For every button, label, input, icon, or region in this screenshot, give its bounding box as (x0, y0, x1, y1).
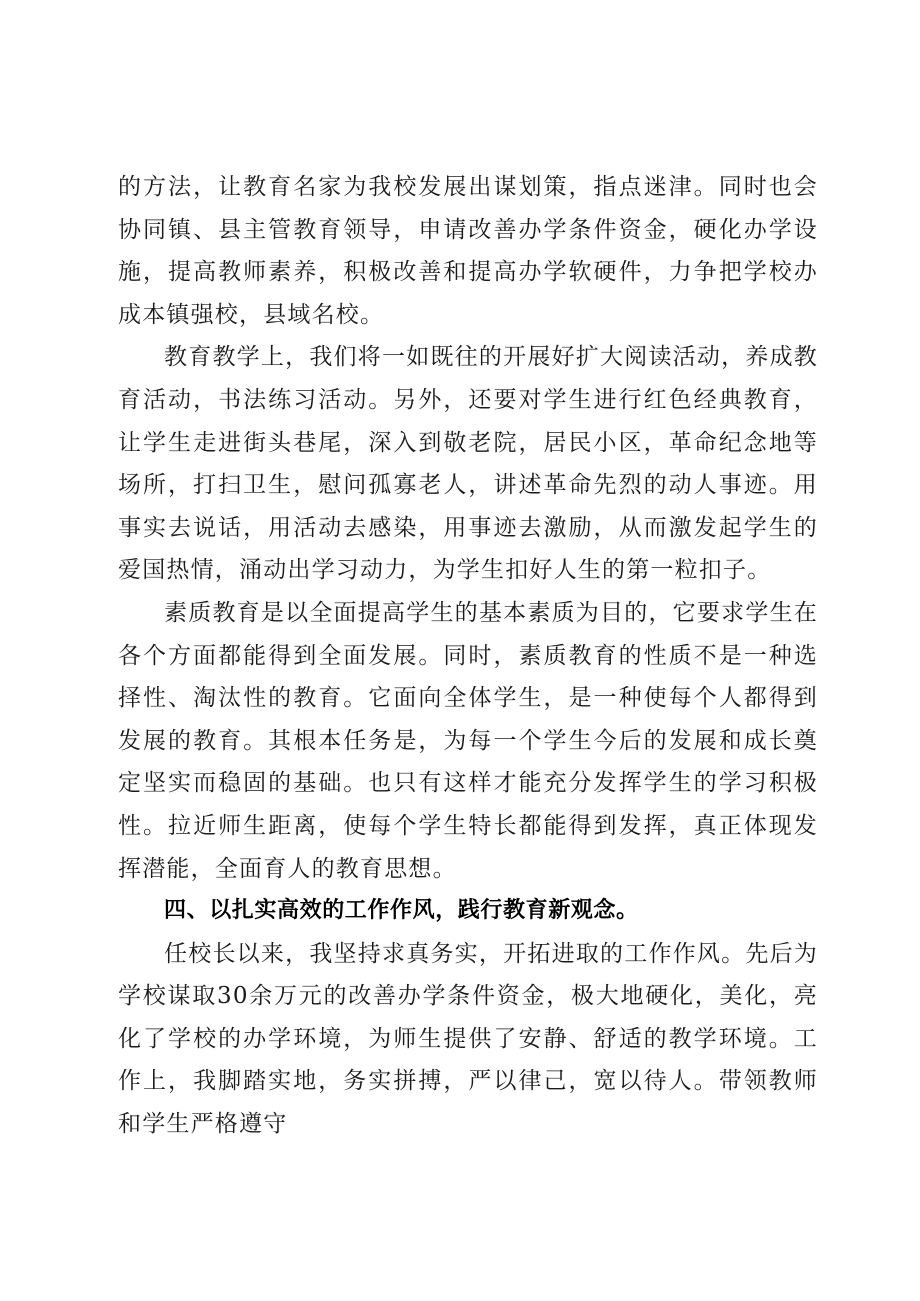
section-heading-four: 四、以扎实高效的工作作风，践行教育新观念。 (164, 898, 639, 924)
paragraph-continuation: 的方法，让教育名家为我校发展出谋划策，指点迷津。同时也会协同镇、县主管教育领导，申请改善办学条件资金，硬化办学设施，提高教师素养，积极改善和提高办学软硬件，力争把学校办成本镇强校，县域名校。 (118, 174, 818, 328)
paragraph-teaching-activities: 教育教学上，我们将一如既往的开展好扩大阅读活动，养成教育活动，书法练习活动。另外，还要对学生进行红色经典教育，让学生走进街头巷尾，深入到敬老院，居民小区，革命纪念地等场所，打扫卫生，慰问孤寡老人，讲述革命先烈的动人事迹。用事实去说话，用活动去感染，用事迹去激励，从而激发起学生的爱国热情，涌动出学习动力，为学生扣好人生的第一粒扣子。 (118, 344, 818, 584)
paragraph-quality-education: 素质教育是以全面提高学生的基本素质为目的，它要求学生在各个方面都能得到全面发展。同时，素质教育的性质不是一种选择性、淘汰性的教育。它面向全体学生，是一种使每个人都得到发展的教育。其根本任务是，为每一个学生今后的发展和成长奠定坚实而稳固的基础。也只有这样才能充分发挥学生的学习积极性。拉近师生距离，使每个学生特长都能得到发挥，真正体现发挥潜能，全面育人的教育思想。 (118, 599, 818, 882)
document-body (118, 166, 818, 1146)
paragraph-work-style: 任校长以来，我坚持求真务实，开拓进取的工作作风。先后为学校谋取30余万元的改善办学条件资金，极大地硬化，美化，亮化了学校的办学环境，为师生提供了安静、舒适的教学环境。工作上，我脚踏实地，务实拼搏，严以律己，宽以待人。带领教师和学生严格遵守 (118, 940, 818, 1138)
